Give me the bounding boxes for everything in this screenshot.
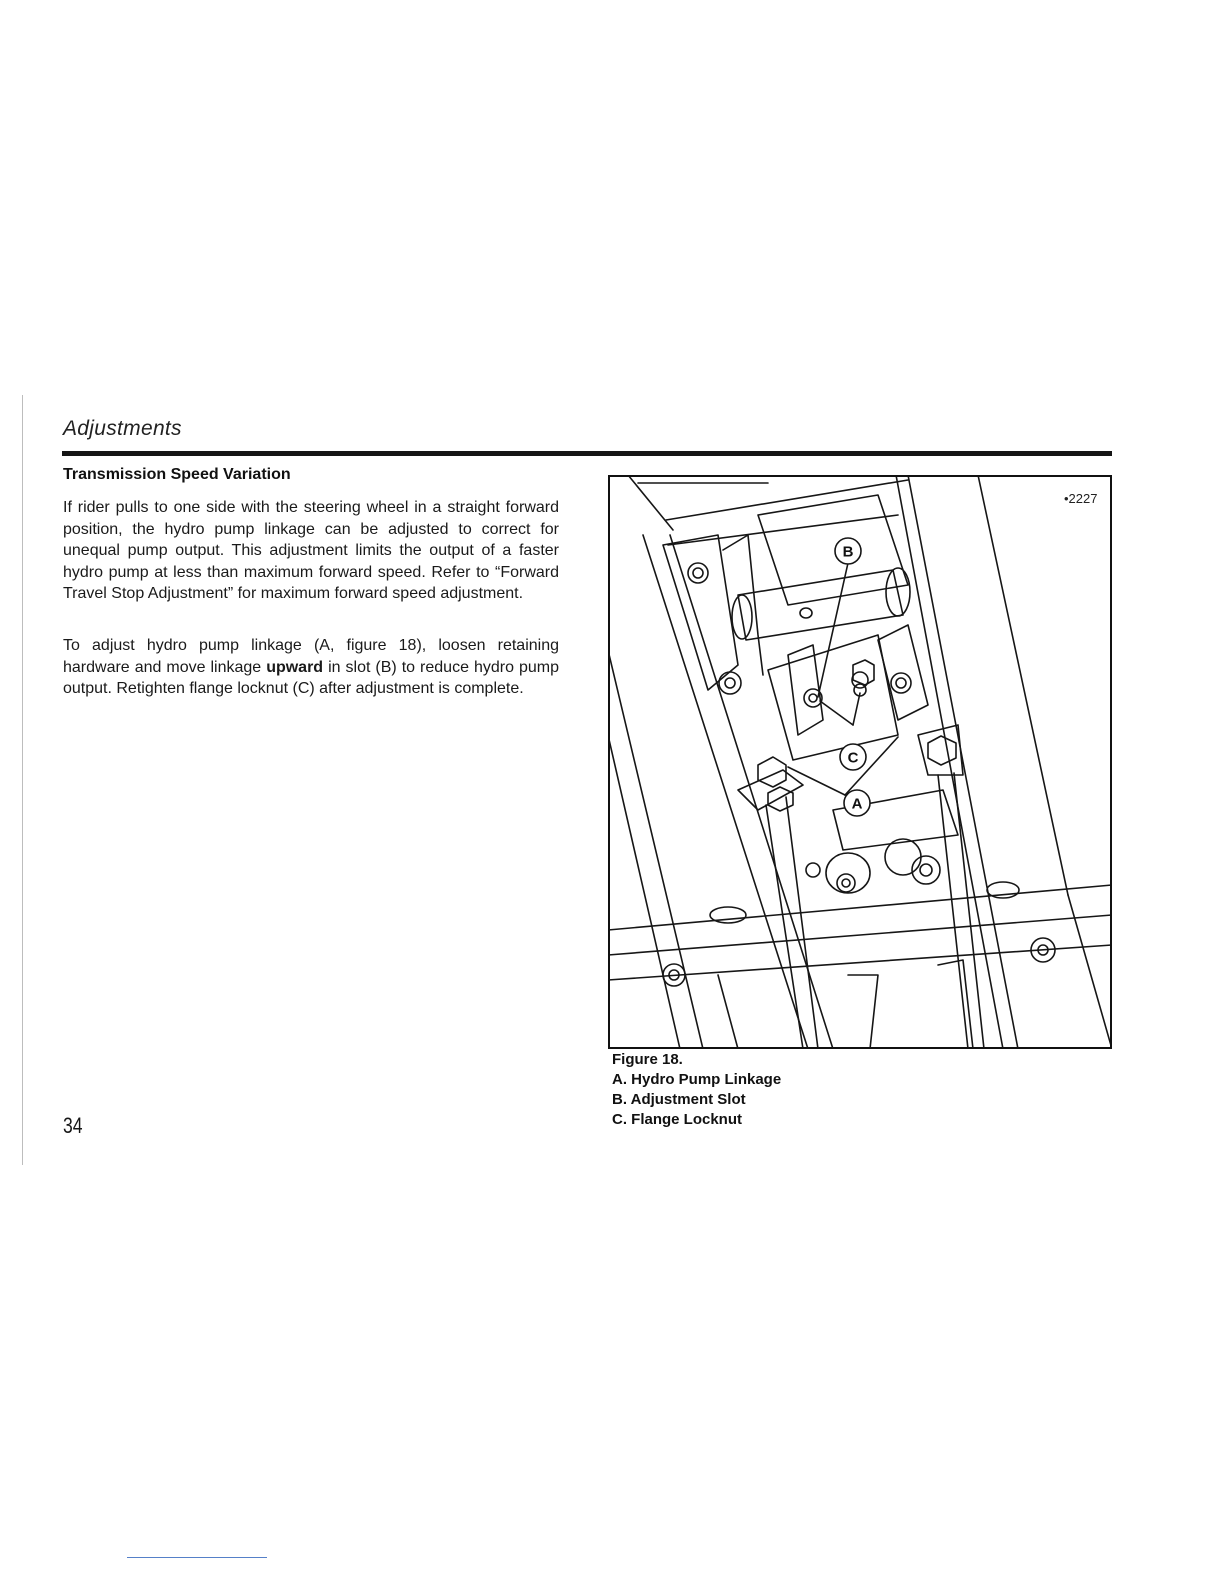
page-number: 34	[63, 1113, 83, 1138]
paragraph-2-emphasis: upward	[266, 658, 324, 676]
caption-title: Figure 18.	[612, 1051, 683, 1068]
paragraph-2-text-b: in slot (B) to reduce hydro pump output. Retighten flange locknut (C) after adjustment is complete.	[63, 658, 559, 697]
figure-code: •2227	[1064, 491, 1098, 506]
callout-b: B	[842, 543, 854, 561]
scan-edge-line	[22, 395, 23, 1165]
paragraph-2	[63, 635, 559, 700]
header-rule	[62, 451, 1112, 456]
paragraph-2-text-a: To adjust hydro pump linkage (A, figure 18), loosen retaining hardware and move linkage	[63, 637, 559, 676]
caption-item-c: C. Flange Locknut	[612, 1111, 743, 1128]
callout-a: A	[851, 795, 863, 813]
figure-18-illustration	[608, 475, 1112, 1049]
paragraph-1: If rider pulls to one side with the steering wheel in a straight forward position, the hydro pump linkage can be adjusted to correct for unequal pump output. This adjustment limits the output of a faster hydro pump at less than maximum forward speed. Refer to “Forward Travel Stop Adjustment” for maximum forward speed adjustment.	[63, 499, 559, 602]
callout-c: C	[847, 749, 859, 767]
figure-caption	[612, 1050, 781, 1130]
footer-link-underline[interactable]	[127, 1557, 267, 1558]
caption-item-a: A. Hydro Pump Linkage	[612, 1071, 782, 1088]
article-heading: Transmission Speed Variation	[63, 466, 291, 483]
section-title: Adjustments	[63, 417, 182, 440]
caption-item-b: B. Adjustment Slot	[612, 1091, 746, 1108]
